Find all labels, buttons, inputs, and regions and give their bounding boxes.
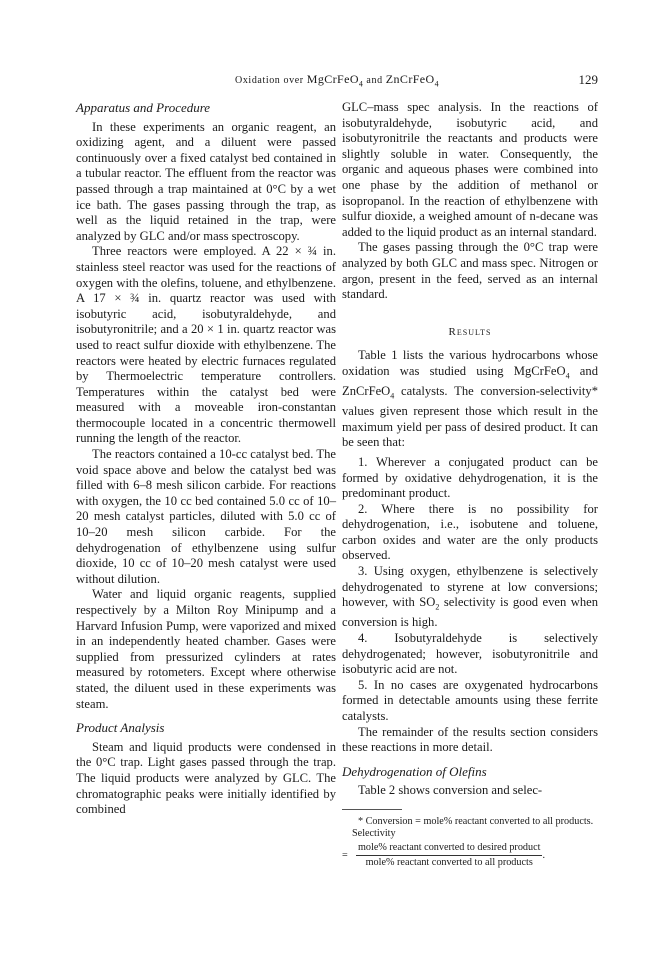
- running-title-text: Oxidation over: [235, 75, 307, 86]
- list-item: 1. Wherever a conjugated product can be formed by oxidative dehydrogenation, it is the predominant product.: [342, 454, 598, 501]
- footnote-selectivity-label: Selectivity: [352, 828, 396, 840]
- section-heading-product-analysis: Product Analysis: [76, 720, 165, 736]
- text-span: selectivity is good even when conversion is high.: [342, 595, 599, 630]
- footnote-rule: [342, 809, 402, 810]
- section-heading-results: Results: [448, 325, 492, 338]
- text-span: and ZnCrFeO: [342, 363, 598, 399]
- fraction-numerator: mole% reactant converted to desired product: [356, 842, 542, 857]
- running-title-and: and: [363, 75, 386, 86]
- formula-text: MgCrFeO: [306, 72, 359, 86]
- list-item: 5. In no cases are oxygenated hydrocarbons formed in detectable amounts using these ferrite catalysts.: [342, 677, 598, 723]
- page-number: 129: [578, 72, 598, 87]
- footnote: [342, 816, 598, 870]
- section-heading-dehydrogenation: Dehydrogenation of Olefins: [342, 763, 487, 779]
- paragraph: The reactors contained a 10-cc catalyst bed. The void space above and below the catalyst bed was filled with 6–8 mesh silicon carbide. For reactions with oxygen, the 10 cc bed contained 5.0 cc of 10–20 mesh catalyst particles, diluted with 5.0 cc of 10–20 mesh silicon carbide. For the dehydrogenation of ethylbenzene using sulfur dioxide, 10 cc of 10–20 mesh catalyst were used without dilution.: [76, 447, 336, 586]
- formula-text: ZnCrFeO: [385, 72, 435, 86]
- right-column: [342, 100, 598, 870]
- text-span: Table 1 lists the various hydrocarbons whose oxidation was studied using MgCrFeO: [342, 348, 598, 378]
- formula-zncrfeo4: [385, 72, 439, 89]
- paragraph: Three reactors were employed. A 22 × ¾ in. stainless steel reactor was used for the reactions of oxygen with the olefins, toluene, and ethylbenzene. A 17 × ¾ in. quartz reactor was used with isobutyric acid, isobutyraldehyde, and isobutyronitrile; and a 20 × 1 in. quartz reactor was used to react sulfur dioxide with ethylbenzene. The reactors were heated by electric furnaces regulated by Thermoelectric temperature controllers. Temperatures within the catalyst bed were measured with a moveable iron-constantan thermocouple located in a concentric thermowell running the length of the reactor.: [76, 244, 336, 446]
- subscript: 4: [390, 391, 395, 401]
- fraction-body: [356, 842, 542, 870]
- paragraph: [342, 348, 598, 451]
- text-span: catalysts. The conversion-selectivity* values given represent those which result in the maximum yield per pass of desired product. It can be seen that:: [342, 384, 598, 450]
- subscript: 2: [435, 602, 440, 612]
- footnote-conversion: * Conversion = mole% reactant converted to all products.: [358, 815, 594, 827]
- paragraph: The gases passing through the 0°C trap were analyzed by both GLC and mass spec. Nitrogen or argon, present in the feed, served as an internal standard.: [342, 240, 598, 302]
- formula-subscript: 4: [358, 79, 364, 89]
- text-span: 3. Using oxygen, ethylbenzene is selectively dehydrogenated to styrene at low conversions; however, with SO: [342, 564, 598, 610]
- list-item: 2. Where there is no possibility for dehydrogenation, i.e., isobutene and toluene, carbon oxides and water are the only products observed.: [342, 501, 598, 563]
- list-item: 4. Isobutyraldehyde is selectively dehydrogenated; however, isobutyronitrile and isobutyric acid are not.: [342, 630, 598, 677]
- fraction-denominator: mole% reactant converted to all products: [365, 857, 533, 869]
- selectivity-fraction: [342, 842, 598, 870]
- running-head: [76, 72, 598, 90]
- paragraph: GLC–mass spec analysis. In the reactions of isobutyraldehyde, isobutyric acid, and isobutyronitrile the reactants and products were slightly soluble in water. Consequently, the organic and aqueous phases were combined into one phase by the addition of methanol or isopropanol. In the reaction of ethylbenzene with sulfur dioxide, a weighed amount of n-decane was added to the liquid product as an internal standard.: [342, 100, 598, 239]
- running-title: [76, 72, 598, 88]
- section-heading-apparatus: Apparatus and Procedure: [76, 100, 211, 115]
- paragraph: Water and liquid organic reagents, supplied respectively by a Milton Roy Minipump and a Harvard Infusion Pump, were vaporized and mixed in an independently heated chamber. Gases were supplied from pressurized cylinders at rates measured by rotometers. Except where otherwise stated, the diluent used in these experiments was steam.: [76, 587, 336, 711]
- formula-subscript: 4: [434, 79, 439, 89]
- formula-mgcrfeo4: [306, 72, 364, 89]
- left-column: [76, 100, 336, 818]
- paragraph: In these experiments an organic reagent, an oxidizing agent, and a diluent were passed continuously over a fixed catalyst bed contained in a tubular reactor. The effluent from the reactor was passed through a trap maintained at 0°C by a wet ice bath. The gases passing through the trap, as well as the liquid retained in the trap, were analyzed by GLC and/or mass spectroscopy.: [76, 119, 336, 243]
- list-item: [342, 564, 598, 631]
- paragraph: Steam and liquid products were condensed in the 0°C trap. Light gases passed through the trap. The liquid products were analyzed by GLC. The chromatographic peaks were initially identified by combined: [76, 739, 336, 817]
- fraction-trail: .: [542, 849, 545, 861]
- equals-sign: =: [342, 849, 348, 861]
- paragraph: Table 2 shows conversion and selec-: [358, 783, 543, 798]
- subscript: 4: [565, 371, 570, 381]
- paragraph: The remainder of the results section considers these reactions in more detail.: [342, 724, 598, 755]
